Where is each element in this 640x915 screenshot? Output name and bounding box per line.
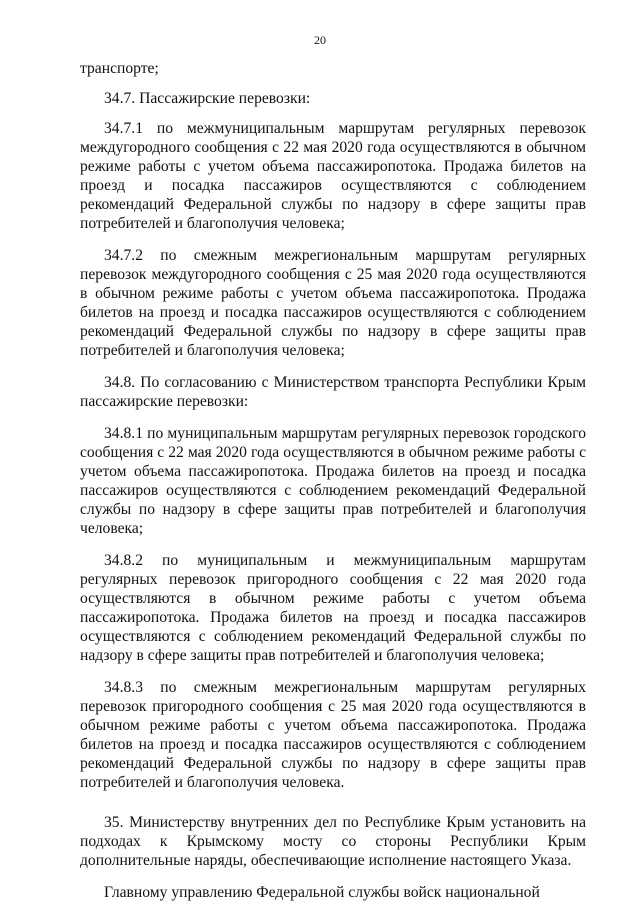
paragraph-34-7-2: 34.7.2 по смежным межрегиональным маршрутам регулярных перевозок междугородного сообщения с 25 мая 2020 года осуществляются в обычном режиме работы с учетом объема пассажиропотока. Продажа билетов на проезд и посадка пассажиров осуществляются с соблюдением рекомендаций Федеральной службы по надзору в сфере защиты прав потребителей и благополучия человека; [80,247,586,359]
paragraph-34-8-1: 34.8.1 по муниципальным маршрутам регулярных перевозок городского сообщения с 22 мая 2020 года осуществляются в обычном режиме работы с учетом объема пассажиропотока. Продажа билетов на проезд и посадка пассажиров осуществляются с соблюдением рекомендаций Федеральной службы по надзору в сфере защиты прав потребителей и благополучия человека; [80,425,586,537]
paragraph-34-7: 34.7. Пассажирские перевозки: [104,90,311,107]
paragraph-rosgvardia: Главному управлению Федеральной службы войск национальной [104,884,540,901]
document-body [80,59,586,915]
page-number: 20 [314,33,326,47]
paragraph-34-8: 34.8. По согласованию с Министерством транспорта Республики Крым пассажирские перевозки: [80,374,586,410]
paragraph-35: 35. Министерству внутренних дел по Республике Крым установить на подходах к Крымскому мосту со стороны Республики Крым дополнительные наряды, обеспечивающие исполнение настоящего Указа. [80,814,586,869]
paragraph-continuation: транспорте; [80,60,159,77]
paragraph-34-8-3: 34.8.3 по смежным межрегиональным маршрутам регулярных перевозок пригородного сообщения с 25 мая 2020 года осуществляются в обычном режиме работы с учетом объема пассажиропотока. Продажа билетов на проезд и посадка пассажиров осуществляются с соблюдением рекомендаций Федеральной службы по надзору в сфере защиты прав потребителей и благополучия человека. [80,679,586,791]
paragraph-34-7-1: 34.7.1 по межмуниципальным маршрутам регулярных перевозок междугородного сообщения с 22 мая 2020 года осуществляются в обычном режиме работы с учетом объема пассажиропотока. Продажа билетов на проезд и посадка пассажиров осуществляются с соблюдением рекомендаций Федеральной службы по надзору в сфере защиты прав потребителей и благополучия человека; [80,120,586,232]
paragraph-34-8-2: 34.8.2 по муниципальным и межмуниципальным маршрутам регулярных перевозок пригородного сообщения с 22 мая 2020 года осуществляются в обычном режиме работы с учетом объема пассажиропотока. Продажа билетов на проезд и посадка пассажиров осуществляются с соблюдением рекомендаций Федеральной службы по надзору в сфере защиты прав потребителей и благополучия человека; [80,552,586,664]
